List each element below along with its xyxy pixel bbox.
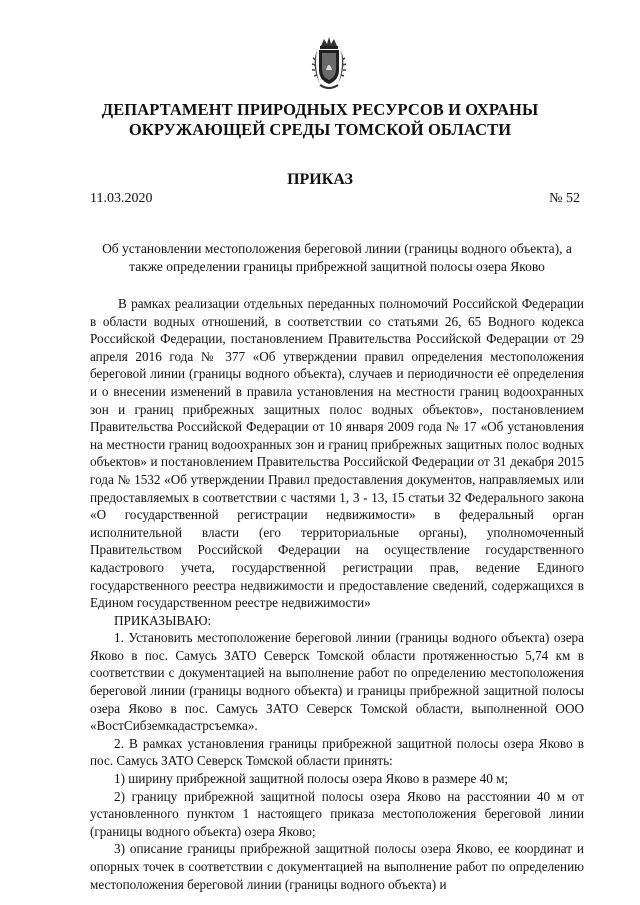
order-body bbox=[90, 295, 584, 893]
order-date: 11.03.2020 bbox=[90, 191, 153, 206]
clause-2-subitem-1: 1) ширину прибрежной защитной полосы озера Яково в размере 40 м; bbox=[114, 771, 509, 787]
command-line: ПРИКАЗЫВАЮ: bbox=[114, 612, 212, 628]
order-number: № 52 bbox=[549, 191, 580, 206]
clause-2-subitem-3: 3) описание границы прибрежной защитной полосы озера Яково, ее координат и опорных точек в соответствии с документацией на выполнение работ по определению местоположения береговой линии (границы водного объекта) и bbox=[90, 841, 584, 892]
department-name bbox=[60, 100, 580, 140]
clause-2: 2. В рамках установления границы прибрежной защитной полосы озера Яково в пос. Самусь ЗАТО Северск Томской области принять: bbox=[90, 735, 584, 769]
clause-2-subitem-2: 2) границу прибрежной защитной полосы озера Яково на расстоянии 40 м от установленного пунктом 1 настоящего приказа местоположения береговой линии (границы водного объекта) озера Яково; bbox=[90, 788, 584, 839]
order-subject: Об установлении местоположения береговой линии (границы водного объекта), а также определении границы прибрежной защитной полосы озера Яково bbox=[102, 241, 572, 274]
clause-1: 1. Установить местоположение береговой линии (границы водного объекта) озера Яково в пос. Самусь ЗАТО Северск Томской области протяженностью 5,74 км в соответствии с документацией на выполнение работ по определению местоположения береговой линии (границы водного объекта) и границы прибрежной защитной полосы озера Яково в пос. Самусь ЗАТО Северск Томской области, выполненной ООО «ВостСибземкадастрсъемка». bbox=[90, 630, 584, 734]
order-title: ПРИКАЗ bbox=[287, 171, 353, 188]
department-name-line2: ОКРУЖАЮЩЕЙ СРЕДЫ ТОМСКОЙ ОБЛАСТИ bbox=[128, 120, 512, 139]
coat-of-arms-emblem bbox=[310, 36, 348, 92]
preamble-paragraph: В рамках реализации отдельных переданных полномочий Российской Федерации в области водных отношений, в соответствии со статьями 26, 65 Водного кодекса Российской Федерации, постановлением Правительства Российской Федерации от 29 апреля 2016 года № 377 «Об утверждении правил определения местоположения береговой линии (границы водного объекта), случаев и периодичности её определения и о внесении изменений в правила установления на местности границ водоохранных зон и границ прибрежных защитных полос водных объектов», постановлением Правительства Российской Федерации от 10 января 2009 года № 17 «Об установления на местности границ водоохранных зон и границ прибрежных защитных полос водных объектов» и постановлением Правительства Российской Федерации от 31 декабря 2015 года № 1532 «Об утверждении Правил предоставления документов, направляемых или предоставляемых в соответствии с частями 1, 3 - 13, 15 статьи 32 Федерального закона «О государственной регистрации недвижимости» в федеральный орган исполнительной власти (его территориальные органы), уполномоченный Правительством Российской Федерации на осуществление государственного кадастрового учета, государственной регистрации прав, ведение Единого государственного реестра недвижимости и предоставление сведений, содержащихся в Едином государственном реестре недвижимости» bbox=[90, 296, 584, 611]
department-name-line1: ДЕПАРТАМЕНТ ПРИРОДНЫХ РЕСУРСОВ И ОХРАНЫ bbox=[101, 100, 539, 119]
